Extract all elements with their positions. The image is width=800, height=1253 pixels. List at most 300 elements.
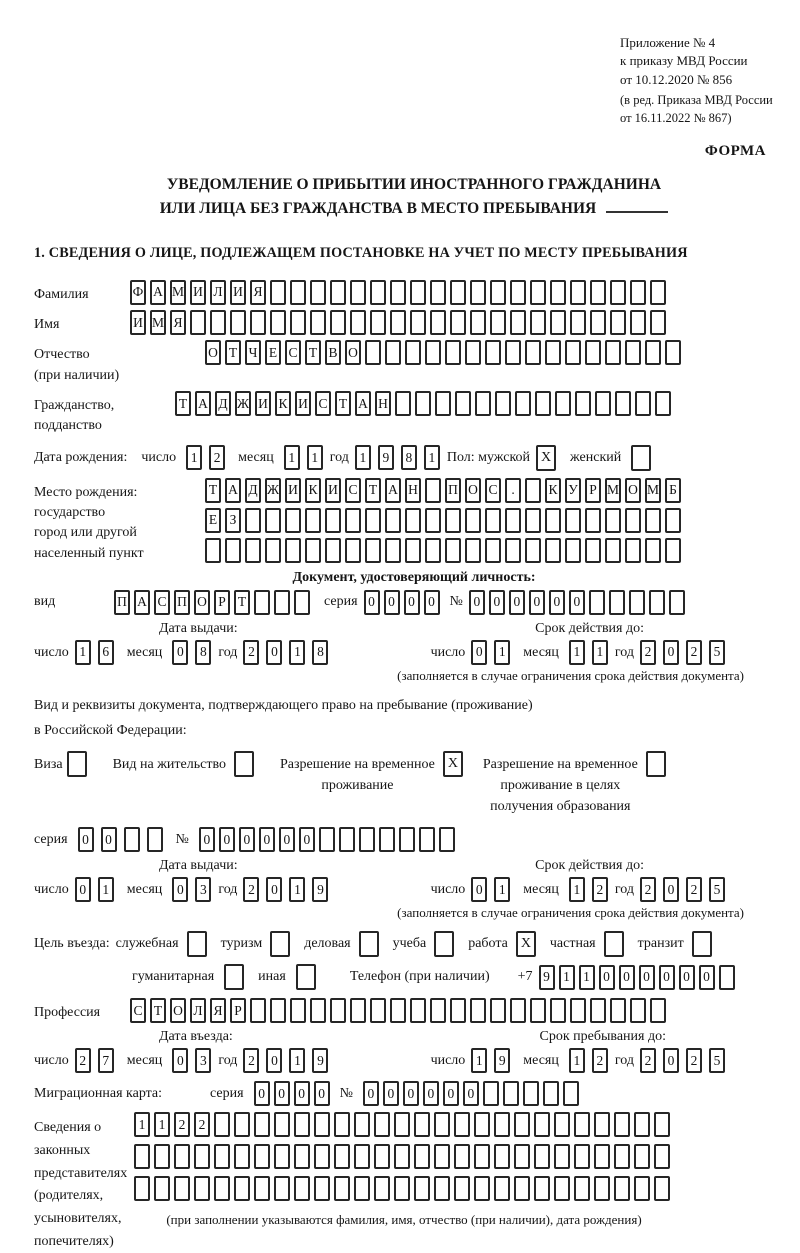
char-box[interactable] [570, 310, 586, 335]
char-box[interactable] [414, 1176, 430, 1201]
char-box[interactable] [314, 1112, 330, 1137]
char-box[interactable]: 8 [195, 640, 211, 665]
char-box[interactable] [650, 310, 666, 335]
char-box[interactable] [470, 998, 486, 1023]
char-box[interactable]: 2 [75, 1048, 91, 1073]
char-box[interactable]: 0 [489, 590, 505, 615]
char-box[interactable]: Р [230, 998, 246, 1023]
char-box[interactable]: Ж [265, 478, 281, 503]
char-box[interactable] [585, 340, 601, 365]
char-box[interactable]: 9 [312, 1048, 328, 1073]
char-box[interactable] [334, 1144, 350, 1169]
char-box[interactable] [425, 508, 441, 533]
char-box[interactable] [610, 310, 626, 335]
char-box[interactable]: 2 [194, 1112, 210, 1137]
char-box[interactable] [339, 827, 355, 852]
char-box[interactable] [214, 1176, 230, 1201]
char-box[interactable]: 0 [663, 640, 679, 665]
char-box[interactable]: В [325, 340, 341, 365]
char-box[interactable] [525, 340, 541, 365]
char-box[interactable]: А [134, 590, 150, 615]
char-box[interactable] [474, 1176, 490, 1201]
char-box[interactable] [483, 1081, 499, 1106]
char-box[interactable] [505, 538, 521, 563]
char-box[interactable] [525, 538, 541, 563]
char-box[interactable]: А [195, 391, 211, 416]
char-box[interactable]: А [385, 478, 401, 503]
char-box[interactable] [350, 310, 366, 335]
char-box[interactable]: М [605, 478, 621, 503]
char-box[interactable] [330, 998, 346, 1023]
char-box[interactable] [615, 391, 631, 416]
char-box[interactable]: 0 [363, 1081, 379, 1106]
char-box[interactable] [210, 310, 226, 335]
char-box[interactable] [605, 340, 621, 365]
purpose-other-checkbox[interactable] [296, 964, 316, 990]
char-box[interactable] [410, 310, 426, 335]
char-box[interactable]: О [345, 340, 361, 365]
char-box[interactable]: Т [150, 998, 166, 1023]
char-box[interactable]: Т [335, 391, 351, 416]
char-box[interactable]: 0 [423, 1081, 439, 1106]
char-box[interactable] [330, 280, 346, 305]
purpose-transit-checkbox[interactable] [692, 931, 712, 957]
visa-checkbox[interactable] [67, 751, 87, 777]
char-box[interactable] [523, 1081, 539, 1106]
char-box[interactable]: 1 [186, 445, 202, 470]
char-box[interactable] [719, 965, 735, 990]
char-box[interactable]: Е [205, 508, 221, 533]
char-box[interactable] [365, 538, 381, 563]
char-box[interactable] [354, 1112, 370, 1137]
char-box[interactable]: О [625, 478, 641, 503]
char-box[interactable] [174, 1176, 190, 1201]
char-box[interactable] [495, 391, 511, 416]
char-box[interactable]: 0 [219, 827, 235, 852]
char-box[interactable]: П [114, 590, 130, 615]
char-box[interactable]: 2 [686, 1048, 702, 1073]
char-box[interactable] [124, 827, 140, 852]
char-box[interactable]: О [205, 340, 221, 365]
char-box[interactable] [325, 538, 341, 563]
char-box[interactable]: 3 [195, 877, 211, 902]
char-box[interactable] [534, 1144, 550, 1169]
char-box[interactable]: 0 [569, 590, 585, 615]
char-box[interactable] [629, 590, 645, 615]
char-box[interactable] [645, 508, 661, 533]
char-box[interactable]: Т [225, 340, 241, 365]
char-box[interactable] [270, 998, 286, 1023]
char-box[interactable] [614, 1112, 630, 1137]
char-box[interactable] [505, 340, 521, 365]
char-box[interactable]: 1 [355, 445, 371, 470]
char-box[interactable] [530, 998, 546, 1023]
char-box[interactable] [395, 391, 411, 416]
char-box[interactable] [485, 508, 501, 533]
char-box[interactable] [345, 508, 361, 533]
char-box[interactable]: Л [190, 998, 206, 1023]
char-box[interactable] [147, 827, 163, 852]
char-box[interactable]: 1 [284, 445, 300, 470]
char-box[interactable]: Н [375, 391, 391, 416]
char-box[interactable]: 8 [312, 640, 328, 665]
char-box[interactable] [434, 1176, 450, 1201]
char-box[interactable]: 0 [639, 965, 655, 990]
char-box[interactable] [370, 310, 386, 335]
char-box[interactable] [530, 280, 546, 305]
char-box[interactable] [565, 508, 581, 533]
char-box[interactable] [394, 1112, 410, 1137]
char-box[interactable] [374, 1112, 390, 1137]
char-box[interactable] [630, 280, 646, 305]
char-box[interactable] [285, 538, 301, 563]
char-box[interactable] [534, 1176, 550, 1201]
char-box[interactable]: 0 [101, 827, 117, 852]
char-box[interactable] [374, 1144, 390, 1169]
char-box[interactable] [359, 827, 375, 852]
char-box[interactable]: . [505, 478, 521, 503]
char-box[interactable] [565, 340, 581, 365]
purpose-work-checkbox[interactable]: X [516, 931, 536, 957]
char-box[interactable] [134, 1144, 150, 1169]
char-box[interactable] [154, 1144, 170, 1169]
char-box[interactable] [274, 590, 290, 615]
char-box[interactable]: 0 [404, 590, 420, 615]
char-box[interactable] [465, 340, 481, 365]
char-box[interactable]: 1 [592, 640, 608, 665]
char-box[interactable] [405, 340, 421, 365]
char-box[interactable]: Д [215, 391, 231, 416]
char-box[interactable]: С [485, 478, 501, 503]
char-box[interactable] [274, 1144, 290, 1169]
char-box[interactable] [634, 1112, 650, 1137]
char-box[interactable]: 0 [471, 640, 487, 665]
char-box[interactable] [570, 280, 586, 305]
char-box[interactable] [545, 538, 561, 563]
char-box[interactable] [630, 310, 646, 335]
char-box[interactable] [430, 998, 446, 1023]
char-box[interactable] [230, 310, 246, 335]
char-box[interactable]: Я [170, 310, 186, 335]
char-box[interactable] [294, 1144, 310, 1169]
char-box[interactable]: 1 [494, 877, 510, 902]
char-box[interactable] [250, 998, 266, 1023]
char-box[interactable]: 9 [539, 965, 555, 990]
char-box[interactable] [394, 1144, 410, 1169]
char-box[interactable] [354, 1144, 370, 1169]
char-box[interactable] [665, 508, 681, 533]
char-box[interactable]: 0 [679, 965, 695, 990]
char-box[interactable] [514, 1112, 530, 1137]
char-box[interactable] [610, 280, 626, 305]
char-box[interactable]: Ч [245, 340, 261, 365]
char-box[interactable]: 2 [174, 1112, 190, 1137]
char-box[interactable] [294, 1176, 310, 1201]
char-box[interactable] [274, 1112, 290, 1137]
char-box[interactable]: 0 [469, 590, 485, 615]
char-box[interactable] [330, 310, 346, 335]
char-box[interactable] [545, 340, 561, 365]
char-box[interactable] [470, 310, 486, 335]
char-box[interactable]: К [545, 478, 561, 503]
char-box[interactable]: Б [665, 478, 681, 503]
char-box[interactable] [254, 1112, 270, 1137]
char-box[interactable] [545, 508, 561, 533]
char-box[interactable]: 0 [663, 877, 679, 902]
char-box[interactable] [374, 1176, 390, 1201]
char-box[interactable]: Р [585, 478, 601, 503]
char-box[interactable] [205, 538, 221, 563]
char-box[interactable]: 0 [529, 590, 545, 615]
char-box[interactable] [254, 590, 270, 615]
char-box[interactable]: 0 [549, 590, 565, 615]
char-box[interactable] [610, 998, 626, 1023]
char-box[interactable]: Д [245, 478, 261, 503]
char-box[interactable] [214, 1144, 230, 1169]
char-box[interactable]: 1 [98, 877, 114, 902]
char-box[interactable] [585, 508, 601, 533]
char-box[interactable]: 5 [709, 1048, 725, 1073]
char-box[interactable] [625, 508, 641, 533]
char-box[interactable] [234, 1144, 250, 1169]
char-box[interactable] [405, 508, 421, 533]
char-box[interactable]: 2 [592, 1048, 608, 1073]
char-box[interactable] [294, 1112, 310, 1137]
char-box[interactable]: 0 [619, 965, 635, 990]
char-box[interactable]: 1 [569, 1048, 585, 1073]
char-box[interactable]: 0 [266, 1048, 282, 1073]
char-box[interactable]: Т [205, 478, 221, 503]
char-box[interactable] [450, 280, 466, 305]
char-box[interactable] [334, 1112, 350, 1137]
char-box[interactable]: З [225, 508, 241, 533]
char-box[interactable] [194, 1144, 210, 1169]
sex-female-checkbox[interactable] [631, 445, 651, 471]
char-box[interactable] [314, 1176, 330, 1201]
purpose-commercial-checkbox[interactable] [359, 931, 379, 957]
char-box[interactable] [494, 1112, 510, 1137]
char-box[interactable]: 0 [199, 827, 215, 852]
char-box[interactable]: 2 [640, 1048, 656, 1073]
char-box[interactable] [609, 590, 625, 615]
char-box[interactable]: 2 [243, 1048, 259, 1073]
char-box[interactable]: Л [210, 280, 226, 305]
char-box[interactable] [214, 1112, 230, 1137]
char-box[interactable]: Т [365, 478, 381, 503]
char-box[interactable]: 0 [314, 1081, 330, 1106]
char-box[interactable] [654, 1176, 670, 1201]
char-box[interactable]: И [130, 310, 146, 335]
char-box[interactable]: 0 [509, 590, 525, 615]
char-box[interactable] [589, 590, 605, 615]
char-box[interactable]: 1 [559, 965, 575, 990]
char-box[interactable] [415, 391, 431, 416]
sex-male-checkbox[interactable]: X [536, 445, 556, 471]
char-box[interactable]: М [150, 310, 166, 335]
char-box[interactable] [274, 1176, 290, 1201]
char-box[interactable]: И [295, 391, 311, 416]
char-box[interactable]: 9 [312, 877, 328, 902]
char-box[interactable] [385, 538, 401, 563]
char-box[interactable] [614, 1144, 630, 1169]
char-box[interactable] [194, 1176, 210, 1201]
char-box[interactable]: 0 [172, 877, 188, 902]
char-box[interactable] [585, 538, 601, 563]
char-box[interactable]: М [170, 280, 186, 305]
char-box[interactable]: 0 [239, 827, 255, 852]
char-box[interactable]: 0 [383, 1081, 399, 1106]
char-box[interactable] [350, 998, 366, 1023]
char-box[interactable] [450, 310, 466, 335]
char-box[interactable] [625, 340, 641, 365]
char-box[interactable] [474, 1144, 490, 1169]
char-box[interactable]: 5 [709, 640, 725, 665]
char-box[interactable]: И [230, 280, 246, 305]
char-box[interactable] [669, 590, 685, 615]
char-box[interactable] [410, 998, 426, 1023]
char-box[interactable] [435, 391, 451, 416]
char-box[interactable]: 1 [134, 1112, 150, 1137]
char-box[interactable] [510, 280, 526, 305]
char-box[interactable] [654, 1112, 670, 1137]
char-box[interactable] [574, 1176, 590, 1201]
char-box[interactable]: 0 [384, 590, 400, 615]
char-box[interactable] [290, 998, 306, 1023]
char-box[interactable] [514, 1144, 530, 1169]
char-box[interactable] [470, 280, 486, 305]
char-box[interactable]: 2 [686, 640, 702, 665]
char-box[interactable] [174, 1144, 190, 1169]
char-box[interactable] [590, 998, 606, 1023]
char-box[interactable] [565, 538, 581, 563]
char-box[interactable] [475, 391, 491, 416]
char-box[interactable]: 2 [592, 877, 608, 902]
char-box[interactable] [550, 280, 566, 305]
char-box[interactable] [445, 538, 461, 563]
char-box[interactable] [270, 280, 286, 305]
char-box[interactable]: 1 [569, 877, 585, 902]
char-box[interactable] [650, 998, 666, 1023]
char-box[interactable] [399, 827, 415, 852]
char-box[interactable]: 0 [463, 1081, 479, 1106]
char-box[interactable] [319, 827, 335, 852]
char-box[interactable]: 5 [709, 877, 725, 902]
char-box[interactable]: Е [265, 340, 281, 365]
char-box[interactable] [665, 538, 681, 563]
char-box[interactable]: 1 [75, 640, 91, 665]
char-box[interactable] [485, 538, 501, 563]
char-box[interactable] [554, 1112, 570, 1137]
char-box[interactable]: С [130, 998, 146, 1023]
char-box[interactable]: 0 [266, 877, 282, 902]
char-box[interactable]: 0 [659, 965, 675, 990]
char-box[interactable] [625, 538, 641, 563]
char-box[interactable]: Т [305, 340, 321, 365]
char-box[interactable]: 0 [403, 1081, 419, 1106]
char-box[interactable] [310, 310, 326, 335]
char-box[interactable] [535, 391, 551, 416]
char-box[interactable] [594, 1112, 610, 1137]
char-box[interactable] [525, 508, 541, 533]
char-box[interactable] [305, 538, 321, 563]
char-box[interactable] [614, 1176, 630, 1201]
temp-permit-edu-checkbox[interactable] [646, 751, 666, 777]
char-box[interactable] [494, 1176, 510, 1201]
char-box[interactable] [390, 998, 406, 1023]
char-box[interactable] [514, 1176, 530, 1201]
char-box[interactable] [379, 827, 395, 852]
char-box[interactable] [354, 1176, 370, 1201]
char-box[interactable] [554, 1144, 570, 1169]
char-box[interactable]: 0 [172, 1048, 188, 1073]
char-box[interactable] [543, 1081, 559, 1106]
char-box[interactable]: 2 [686, 877, 702, 902]
char-box[interactable]: Ф [130, 280, 146, 305]
char-box[interactable] [445, 508, 461, 533]
char-box[interactable] [605, 538, 621, 563]
char-box[interactable] [645, 340, 661, 365]
char-box[interactable] [430, 310, 446, 335]
char-box[interactable] [550, 310, 566, 335]
char-box[interactable] [394, 1176, 410, 1201]
char-box[interactable] [310, 280, 326, 305]
char-box[interactable] [505, 508, 521, 533]
char-box[interactable]: 0 [78, 827, 94, 852]
char-box[interactable]: 9 [378, 445, 394, 470]
char-box[interactable]: П [445, 478, 461, 503]
char-box[interactable] [325, 508, 341, 533]
char-box[interactable]: С [285, 340, 301, 365]
char-box[interactable]: 1 [289, 1048, 305, 1073]
purpose-study-checkbox[interactable] [434, 931, 454, 957]
char-box[interactable]: 0 [172, 640, 188, 665]
char-box[interactable] [370, 998, 386, 1023]
char-box[interactable] [454, 1176, 470, 1201]
char-box[interactable] [350, 280, 366, 305]
temp-permit-checkbox[interactable]: X [443, 751, 463, 777]
char-box[interactable] [503, 1081, 519, 1106]
char-box[interactable] [465, 538, 481, 563]
char-box[interactable] [590, 280, 606, 305]
char-box[interactable]: 0 [75, 877, 91, 902]
char-box[interactable]: Н [405, 478, 421, 503]
char-box[interactable]: 2 [209, 445, 225, 470]
char-box[interactable]: К [275, 391, 291, 416]
char-box[interactable]: 0 [299, 827, 315, 852]
char-box[interactable]: 2 [243, 877, 259, 902]
char-box[interactable] [605, 508, 621, 533]
char-box[interactable]: 0 [259, 827, 275, 852]
char-box[interactable] [385, 508, 401, 533]
char-box[interactable] [445, 340, 461, 365]
char-box[interactable] [494, 1144, 510, 1169]
char-box[interactable] [554, 1176, 570, 1201]
char-box[interactable]: 1 [154, 1112, 170, 1137]
char-box[interactable] [649, 590, 665, 615]
char-box[interactable] [465, 508, 481, 533]
char-box[interactable] [530, 310, 546, 335]
char-box[interactable] [134, 1176, 150, 1201]
char-box[interactable]: И [285, 478, 301, 503]
char-box[interactable]: Ж [235, 391, 251, 416]
char-box[interactable]: 0 [279, 827, 295, 852]
char-box[interactable] [425, 538, 441, 563]
char-box[interactable] [525, 478, 541, 503]
char-box[interactable]: Т [175, 391, 191, 416]
char-box[interactable] [555, 391, 571, 416]
char-box[interactable]: 2 [640, 640, 656, 665]
char-box[interactable] [570, 998, 586, 1023]
